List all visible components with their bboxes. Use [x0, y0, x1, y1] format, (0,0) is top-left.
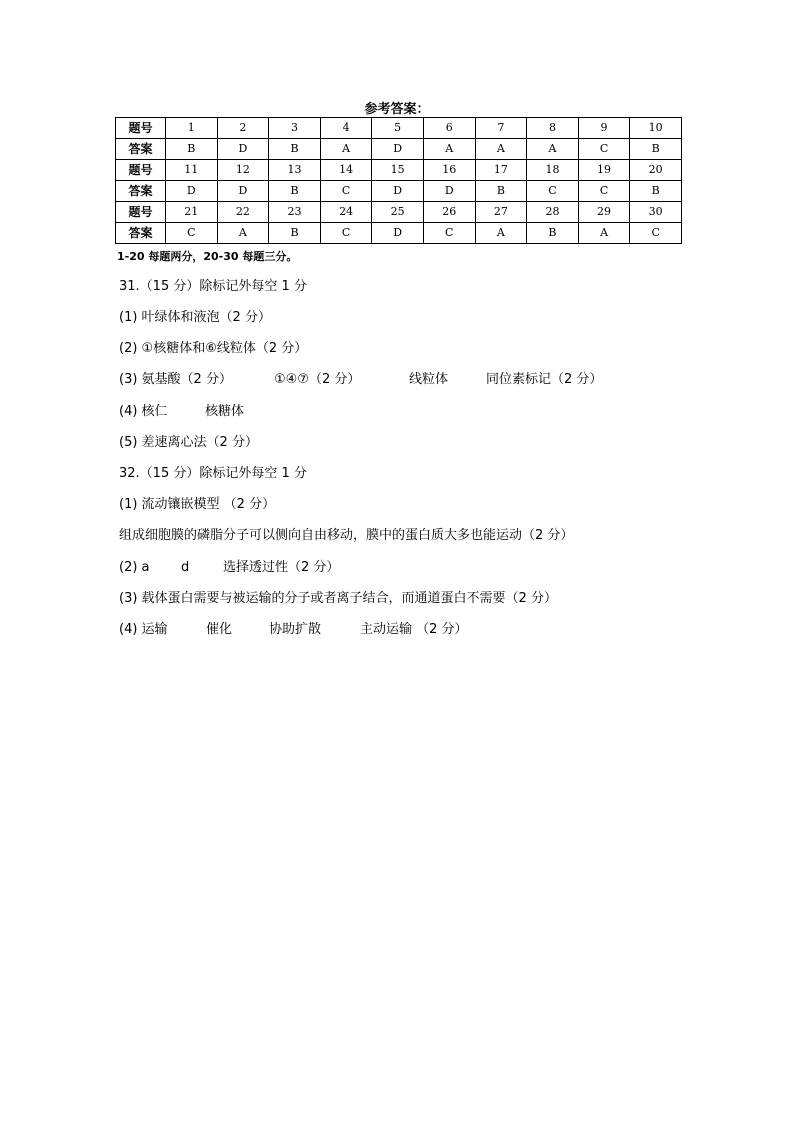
answer-key-title: 参考答案： — [364, 102, 430, 117]
line-text: (4) 运输 — [119, 622, 168, 637]
line-text: (2) a — [119, 560, 150, 575]
table-cell: 27 — [475, 202, 527, 223]
q32-answer-4 — [119, 618, 468, 637]
table-cell: 11 — [166, 160, 218, 181]
table-cell: 8 — [527, 118, 579, 139]
table-cell: D — [372, 223, 424, 244]
table-cell: 15 — [372, 160, 424, 181]
table-cell: D — [372, 139, 424, 160]
table-cell: C — [320, 223, 372, 244]
table-cell: C — [166, 223, 218, 244]
line-text: 协助扩散 — [269, 622, 322, 637]
table-cell: B — [269, 181, 321, 202]
table-row — [116, 118, 682, 139]
table-cell: 3 — [269, 118, 321, 139]
table-cell: 20 — [630, 160, 682, 181]
table-cell: A — [475, 223, 527, 244]
table-cell: C — [423, 223, 475, 244]
table-cell: 19 — [578, 160, 630, 181]
q31-answer-1 — [119, 306, 271, 325]
q31-header — [119, 275, 307, 294]
table-cell: B — [475, 181, 527, 202]
line-text: (5) 差速离心法（2 分） — [119, 435, 258, 450]
table-cell: 23 — [269, 202, 321, 223]
q32-answer-1 — [119, 493, 275, 512]
q32-answer-3 — [119, 587, 557, 606]
line-text: 核糖体 — [205, 404, 245, 419]
q32-answer-1-explanation — [119, 524, 573, 543]
row-label: 答案 — [116, 223, 166, 244]
table-row — [116, 202, 682, 223]
table-cell: 12 — [217, 160, 269, 181]
table-cell: D — [166, 181, 218, 202]
table-cell: A — [217, 223, 269, 244]
table-cell: B — [166, 139, 218, 160]
answer-table — [115, 117, 682, 244]
table-cell: B — [269, 223, 321, 244]
table-cell: 24 — [320, 202, 372, 223]
row-label: 答案 — [116, 139, 166, 160]
q31-answer-5 — [119, 431, 258, 450]
table-cell: B — [269, 139, 321, 160]
table-cell: 18 — [527, 160, 579, 181]
line-text: 选择透过性（2 分） — [223, 560, 340, 575]
table-cell: 10 — [630, 118, 682, 139]
table-cell: D — [423, 181, 475, 202]
line-text: (1) 流动镶嵌模型 （2 分） — [119, 497, 276, 512]
line-text: 催化 — [206, 622, 233, 637]
table-cell: 17 — [475, 160, 527, 181]
table-cell: 25 — [372, 202, 424, 223]
q32-answer-2 — [119, 556, 339, 575]
q31-answer-4 — [119, 400, 244, 419]
line-text: 线粒体 — [409, 372, 449, 387]
table-row — [116, 139, 682, 160]
table-cell: B — [630, 181, 682, 202]
table-cell: B — [630, 139, 682, 160]
table-cell: 4 — [320, 118, 372, 139]
line-text: (4) 核仁 — [119, 404, 168, 419]
table-cell: A — [423, 139, 475, 160]
table-cell: B — [527, 223, 579, 244]
q32-header — [119, 462, 307, 481]
row-label: 题号 — [116, 118, 166, 139]
table-cell: 16 — [423, 160, 475, 181]
line-text: 31.（15 分）除标记外每空 1 分 — [119, 279, 307, 294]
table-cell: 6 — [423, 118, 475, 139]
table-cell: 30 — [630, 202, 682, 223]
table-cell: C — [527, 181, 579, 202]
table-cell: 28 — [527, 202, 579, 223]
table-cell: 9 — [578, 118, 630, 139]
table-cell: 14 — [320, 160, 372, 181]
table-row — [116, 160, 682, 181]
table-row — [116, 223, 682, 244]
table-cell: 7 — [475, 118, 527, 139]
table-cell: 26 — [423, 202, 475, 223]
table-cell: 1 — [166, 118, 218, 139]
table-cell: 21 — [166, 202, 218, 223]
table-cell: D — [217, 139, 269, 160]
table-cell: 13 — [269, 160, 321, 181]
table-cell: C — [578, 139, 630, 160]
line-text: d — [181, 560, 190, 575]
scoring-note: 1-20 每题两分，20-30 每题三分。 — [117, 250, 298, 263]
table-cell: C — [630, 223, 682, 244]
row-label: 答案 — [116, 181, 166, 202]
line-text: 主动运输 （2 分） — [360, 622, 468, 637]
table-cell: 2 — [217, 118, 269, 139]
table-cell: A — [578, 223, 630, 244]
line-text: (2) ①核糖体和⑥线粒体（2 分） — [119, 341, 308, 356]
line-text: (1) 叶绿体和液泡（2 分） — [119, 310, 271, 325]
table-cell: D — [372, 181, 424, 202]
table-cell: D — [217, 181, 269, 202]
table-cell: 5 — [372, 118, 424, 139]
table-cell: C — [320, 181, 372, 202]
table-cell: A — [475, 139, 527, 160]
row-label: 题号 — [116, 160, 166, 181]
row-label: 题号 — [116, 202, 166, 223]
line-text: 组成细胞膜的磷脂分子可以侧向自由移动，膜中的蛋白质大多也能运动（2 分） — [119, 528, 574, 543]
line-text: (3) 载体蛋白需要与被运输的分子或者离子结合，而通道蛋白不需要（2 分） — [119, 591, 557, 606]
table-row — [116, 181, 682, 202]
line-text: 32.（15 分）除标记外每空 1 分 — [119, 466, 307, 481]
line-text: 同位素标记（2 分） — [486, 372, 603, 387]
line-text: (3) 氨基酸（2 分） — [119, 372, 232, 387]
q31-answer-2 — [119, 337, 307, 356]
table-cell: A — [320, 139, 372, 160]
table-cell: A — [527, 139, 579, 160]
line-text: ①④⑦（2 分） — [274, 372, 361, 387]
table-cell: 29 — [578, 202, 630, 223]
table-cell: 22 — [217, 202, 269, 223]
table-cell: C — [578, 181, 630, 202]
q31-answer-3 — [119, 368, 602, 387]
